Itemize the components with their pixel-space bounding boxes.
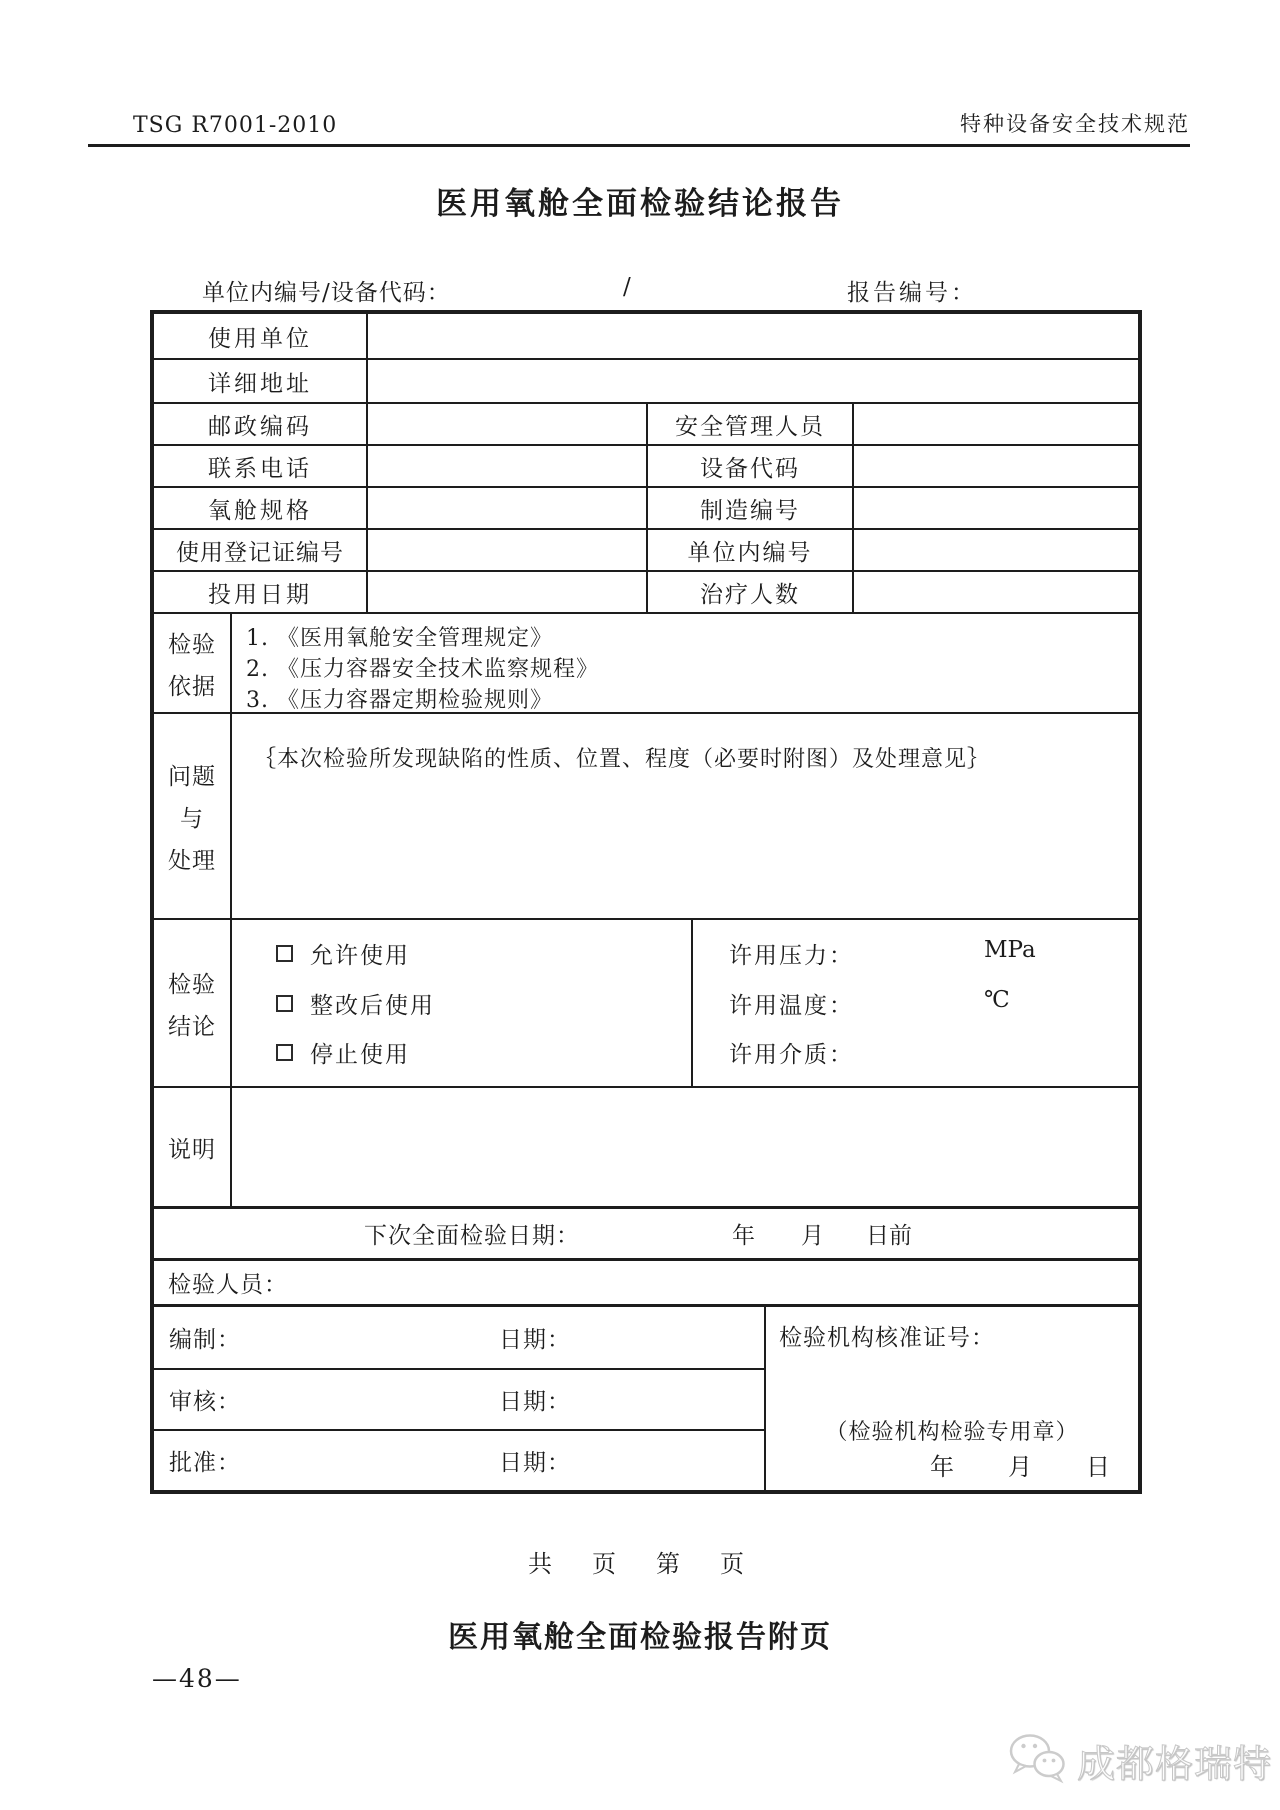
agency-cert-label: 检验机构核准证号：: [779, 1325, 995, 1351]
field-value: [366, 314, 1138, 358]
field-label: 联系电话: [208, 455, 312, 482]
form-row-registration: [154, 528, 1138, 570]
wechat-icon: [1007, 1732, 1067, 1788]
param-unit: MPa: [984, 936, 1036, 963]
signoff-rows: [154, 1307, 764, 1490]
option-stop-use: [276, 1036, 691, 1069]
field-label: 详细地址: [208, 370, 312, 397]
option-use-after-rectify: [276, 987, 691, 1020]
basis-item: 1. 《医用氧舱安全管理规定》: [246, 626, 553, 651]
basis-item: 3. 《压力容器定期检验规则》: [246, 688, 553, 713]
signoff-date-label: 日期：: [499, 1388, 571, 1415]
problems-label-line: 处理: [168, 847, 216, 874]
field-value: [366, 530, 646, 570]
field-value: [852, 530, 1138, 570]
page-count-line: 共 页 第 页: [528, 1550, 752, 1578]
document-title: 医用氧舱全面检验结论报告: [436, 186, 844, 222]
device-code-separator: /: [623, 274, 631, 300]
field-label: 治疗人数: [646, 572, 852, 612]
field-value: [852, 488, 1138, 528]
form-signoff-section: [154, 1304, 1138, 1490]
agency-seal-note: （检验机构检验专用章）: [825, 1420, 1079, 1445]
field-label: 氧舱规格: [208, 497, 312, 524]
report-number-label: 报告编号：: [847, 280, 977, 306]
param-medium: [729, 1036, 1138, 1069]
param-label: 许用介质：: [729, 1042, 854, 1069]
field-label: 制造编号: [646, 488, 852, 528]
field-label: 投用日期: [208, 581, 312, 608]
conclusion-label-line: 结论: [168, 1013, 216, 1040]
field-label: 邮政编码: [208, 413, 312, 440]
form-row-phone: [154, 444, 1138, 486]
inspection-form-table: [150, 310, 1142, 1494]
param-unit: ℃: [984, 986, 1010, 1013]
option-label: 停止使用: [310, 1042, 410, 1069]
form-row-problems: [154, 712, 1138, 918]
form-row-service-date: [154, 570, 1138, 612]
page-header: [88, 108, 1190, 147]
problems-area: [230, 714, 1138, 918]
field-value: [366, 572, 646, 612]
inspectors-label: 检验人员：: [168, 1272, 288, 1298]
signoff-role-label: 审核：: [169, 1388, 241, 1415]
form-row-notes: [154, 1086, 1138, 1206]
notes-label: [154, 1088, 230, 1206]
conclusion-params: [691, 920, 1138, 1086]
basis-label-line: 依据: [168, 673, 216, 700]
param-label: 许用压力：: [729, 942, 854, 969]
field-label: 设备代码: [646, 446, 852, 486]
next-inspection-label: 下次全面检验日期：: [364, 1223, 580, 1249]
checkbox-icon: [276, 945, 293, 962]
field-value: [366, 360, 1138, 402]
watermark: [1007, 1732, 1272, 1788]
signoff-role-label: 编制：: [169, 1326, 241, 1353]
field-value: [366, 404, 646, 444]
param-label: 许用温度：: [729, 992, 854, 1019]
agency-cell: [764, 1307, 1138, 1490]
conclusion-label-line: 检验: [168, 971, 216, 998]
signoff-date-label: 日期：: [499, 1450, 571, 1476]
month-label: 月: [801, 1223, 824, 1249]
option-label: 整改后使用: [310, 992, 435, 1019]
signoff-role-label: 批准：: [169, 1450, 241, 1476]
agency-date-line: 年 月 日: [930, 1453, 1112, 1481]
basis-label-line: 检验: [168, 631, 216, 658]
field-label: 使用单位: [208, 325, 312, 352]
notes-area: [230, 1088, 1138, 1206]
field-value: [852, 404, 1138, 444]
watermark-text: 成都格瑞特: [1076, 1741, 1272, 1786]
field-value: [366, 488, 646, 528]
standard-name: 特种设备安全技术规范: [960, 112, 1190, 136]
signoff-row-review: [154, 1368, 764, 1429]
signoff-row-approve: [154, 1429, 764, 1490]
param-pressure: [729, 937, 1138, 970]
conclusion-label: [154, 920, 230, 1086]
problems-label-line: 问题: [168, 763, 216, 790]
param-temperature: [729, 987, 1138, 1020]
device-code-label: 单位内编号/设备代码：: [202, 280, 451, 306]
field-label: 单位内编号: [646, 530, 852, 570]
form-row-conclusion: [154, 918, 1138, 1086]
meta-line: [150, 274, 1142, 304]
problems-label-line: 与: [180, 805, 204, 832]
standard-code: TSG R7001-2010: [133, 113, 338, 138]
day-label: 日前: [866, 1223, 912, 1249]
basis-item: 2. 《压力容器安全技术监察规程》: [246, 657, 599, 682]
problems-label: [154, 714, 230, 918]
form-row-next-inspection: [154, 1206, 1138, 1258]
next-inspection-line: [154, 1209, 1138, 1258]
basis-label: [154, 614, 230, 712]
field-label: 安全管理人员: [646, 404, 852, 444]
field-label: 使用登记证编号: [176, 539, 344, 566]
field-value: [852, 572, 1138, 612]
form-row-address: [154, 358, 1138, 402]
notes-label-text: 说明: [168, 1136, 216, 1163]
page-number: —48—: [152, 1664, 242, 1693]
conclusion-options: [230, 920, 691, 1086]
option-allow-use: [276, 937, 691, 970]
form-row-spec: [154, 486, 1138, 528]
checkbox-icon: [276, 995, 293, 1012]
option-label: 允许使用: [310, 942, 410, 969]
appendix-title: 医用氧舱全面检验报告附页: [448, 1620, 832, 1655]
checkbox-icon: [276, 1044, 293, 1061]
problems-hint: ｛本次检验所发现缺陷的性质、位置、程度（必要时附图）及处理意见｝: [254, 747, 991, 772]
form-row-inspectors: [154, 1258, 1138, 1304]
basis-list: [230, 614, 1138, 712]
form-row-postcode: [154, 402, 1138, 444]
form-row-basis: [154, 612, 1138, 712]
signoff-date-label: 日期：: [499, 1326, 571, 1353]
form-row-use-unit: [154, 314, 1138, 358]
signoff-row-prepare: [154, 1307, 764, 1368]
field-value: [366, 446, 646, 486]
field-value: [852, 446, 1138, 486]
year-label: 年: [732, 1223, 755, 1249]
